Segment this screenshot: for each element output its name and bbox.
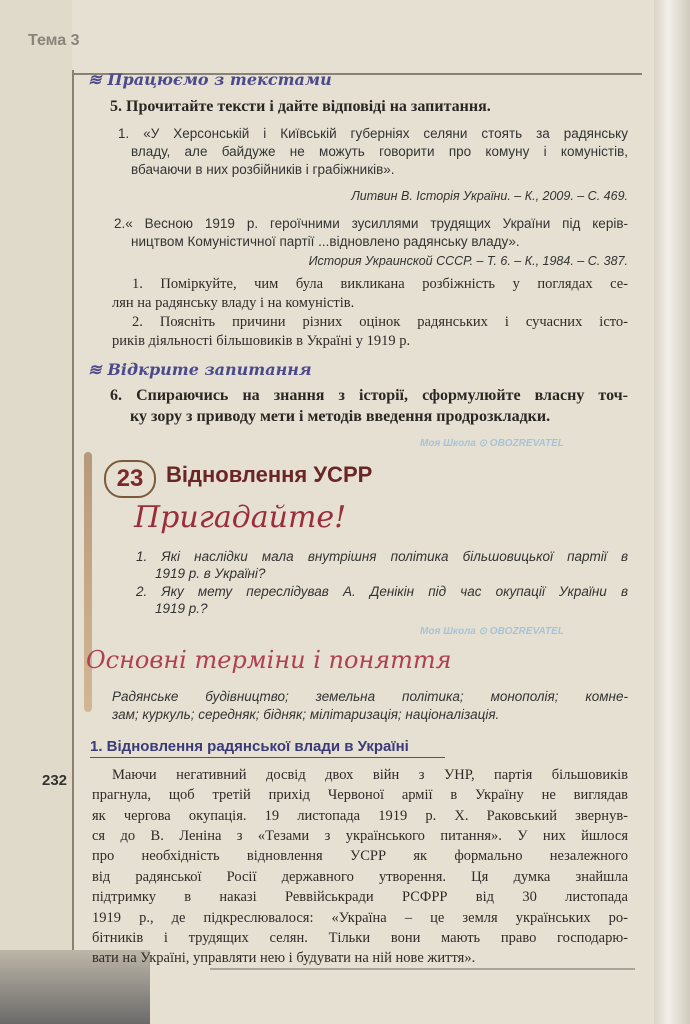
recall-item: 1919 р.? <box>155 601 208 616</box>
task-6-line: ку зору з приводу мети і методів введення продрозкладки. <box>130 408 551 425</box>
paragraph-line: ся до В. Леніна з «Тезами з українського питання». У них йшлося <box>92 828 628 844</box>
book-edge <box>654 0 690 1024</box>
quote-line: ництвом Комуністичної партії ...відновлено радянську владу». <box>131 234 520 249</box>
lesson-title: Відновлення УСРР <box>166 462 373 487</box>
task-6-line: 6. Спираючись на знання з історії, сформулюйте власну точ- <box>110 387 628 404</box>
citation: Литвин В. Історія України. – К., 2009. – С. 469. <box>351 189 628 203</box>
question-line: лян на радянську владу і на комуністів. <box>112 295 355 311</box>
section-open-question <box>88 360 312 379</box>
task-5: 5. Прочитайте тексти і дайте відповіді на запитання. <box>110 98 491 115</box>
paragraph-line: від радянської Росії державного утворення. Ця думка знайшла <box>92 869 628 885</box>
page-number: 232 <box>42 772 68 789</box>
terms-heading: Основні терміни і поняття <box>86 646 452 674</box>
terms-line: зам; куркуль; середняк; бідняк; мілітаризація; націоналізація. <box>112 707 500 722</box>
watermark: Моя Школа ⊙ OBOZREVATEL <box>420 626 564 637</box>
watermark-text: OBOZREVATEL <box>489 626 564 637</box>
paragraph-line: Маючи негативний досвід двох війн з УНР, партія більшовиків <box>112 767 628 783</box>
section-working-with-texts <box>88 70 332 89</box>
theme-label: Тема 3 <box>28 32 80 49</box>
paragraph-line: про необхідність відновлення УСРР як формально незалежного <box>92 848 628 864</box>
recall-item: 1. Які наслідки мала внутрішня політика більшовицької партії в <box>136 549 628 564</box>
recall-item: 1919 р. в Україні? <box>155 566 266 581</box>
watermark: Моя Школа ⊙ OBOZREVATEL <box>420 438 564 449</box>
quote-line: 2.« Весною 1919 р. героїчними зусиллями трудящих України під керів- <box>114 216 628 231</box>
citation: История Украинской СССР. – Т. 6. – К., 1984. – С. 387. <box>308 254 628 268</box>
watermark-text: Моя Школа <box>420 626 476 637</box>
subsection-heading: 1. Відновлення радянської влади в Україні <box>90 738 445 758</box>
margin-rule <box>72 70 74 970</box>
section-heading: Працюємо з текстами <box>107 70 332 89</box>
recall-heading: Пригадайте! <box>134 500 347 535</box>
paragraph-line: як чергова окупація. 19 листопада 1919 р. Х. Раковський звернув- <box>92 808 628 824</box>
paragraph-line: бітників і трудящих селян. Тільки вони мають право господарю- <box>92 930 628 946</box>
footer-rule <box>210 968 635 970</box>
section-heading: Відкрите запитання <box>107 360 312 379</box>
page-margin <box>0 0 72 1024</box>
lesson-number: 23 <box>104 460 156 498</box>
quote-line: 1. «У Херсонській і Київській губерніях селяни стоять за радянську <box>118 126 628 141</box>
wave-icon: ≋ <box>88 70 102 89</box>
recall-item: 2. Яку мету переслідував А. Денікін під час окупації України в <box>136 584 628 599</box>
watermark-text: OBOZREVATEL <box>489 438 564 449</box>
question-line: риків діяльності більшовиків в Україні у 1919 р. <box>112 333 411 349</box>
quote-line: вбачаючи в них розбійників і грабіжників». <box>131 162 395 177</box>
paragraph-line: вати на Україні, управляти нею і будувати на ній нове життя». <box>92 950 476 966</box>
paragraph-line: 1919 р., де підкреслювалося: «Україна – це земля українських ро- <box>92 910 628 926</box>
question-line: 2. Поясніть причини різних оцінок радянських і сучасних істо- <box>132 314 628 330</box>
paragraph-line: прагнула, щоб третій прихід Червоної армії в Україну не виглядав <box>92 787 628 803</box>
paragraph-line: підтримку в наказі Реввійськради РСФРР від 30 листопада <box>92 889 628 905</box>
quote-line: владу, але байдуже не можуть говорити про комуну і комуністів, <box>131 144 628 159</box>
watermark-text: Моя Школа <box>420 438 476 449</box>
terms-line: Радянське будівництво; земельна політика; монополія; комне- <box>112 689 628 704</box>
wave-icon: ≋ <box>88 360 102 379</box>
question-line: 1. Поміркуйте, чим була викликана розбіжність у поглядах се- <box>132 276 628 292</box>
